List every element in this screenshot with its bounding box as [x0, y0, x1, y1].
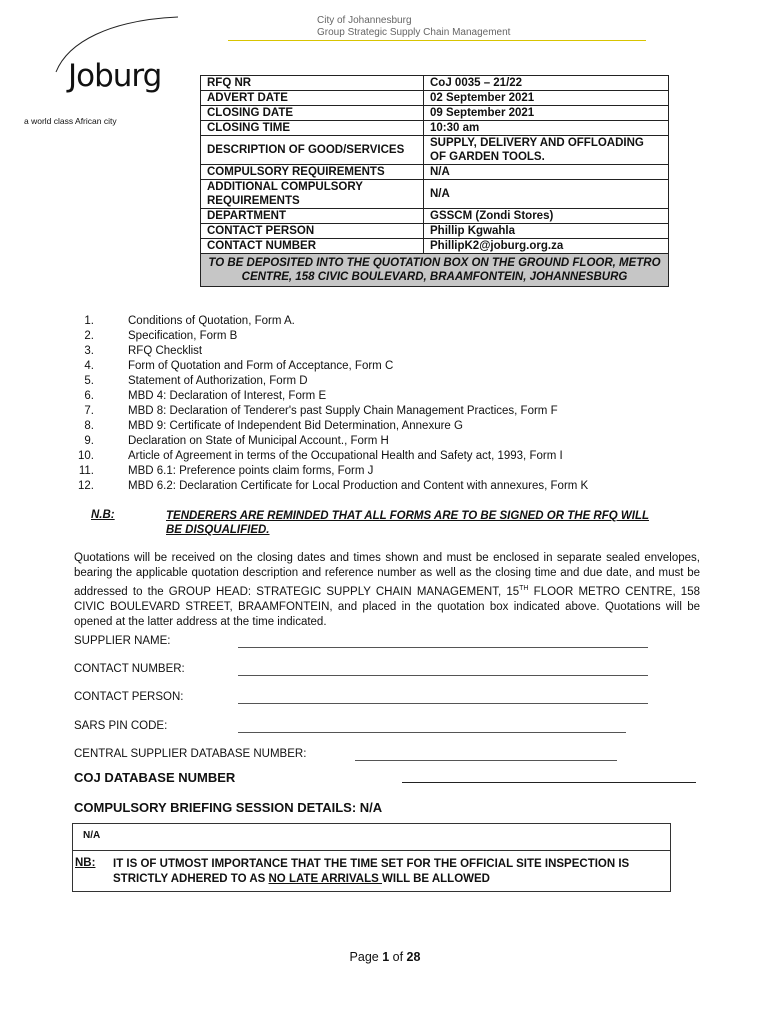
- coj-database-input[interactable]: [402, 782, 696, 783]
- logo-wordmark: Joburg: [68, 58, 162, 94]
- rfq-row-label: CLOSING TIME: [201, 121, 424, 136]
- briefing-nb-text-2: WILL BE ALLOWED: [382, 873, 490, 885]
- rfq-row: [201, 106, 669, 121]
- briefing-nb-label: NB:: [75, 857, 96, 869]
- list-item-number: 1.: [84, 315, 94, 327]
- paragraph-part1: Quotations will be received on the closing dates and times shown and must be enclosed in separate sealed envelopes, bearing the applicable quotation description and reference number as well as the closing time and due date, and must be addressed to the GROUP HEAD: STRATEGIC SUPPLY CHAIN MANAGEMENT, 15: [74, 552, 700, 598]
- rfq-row: [201, 209, 669, 224]
- rfq-row-label: CONTACT PERSON: [201, 224, 424, 239]
- list-item-text: Conditions of Quotation, Form A.: [128, 315, 295, 327]
- briefing-nb-text-1: IT IS OF UTMOST IMPORTANCE THAT THE TIME SET FOR THE OFFICIAL SITE INSPECTION IS STRICTLY ADHERED TO AS: [113, 858, 630, 885]
- list-item-text: Specification, Form B: [128, 330, 238, 342]
- contact-number-input[interactable]: [238, 675, 648, 676]
- rfq-row: [201, 136, 669, 165]
- rfq-row: [201, 76, 669, 91]
- rfq-row-value: CoJ 0035 – 21/22: [424, 76, 669, 91]
- footer-total-pages: 28: [406, 950, 421, 964]
- list-item-text: Article of Agreement in terms of the Occupational Health and Safety act, 1993, Form I: [128, 450, 563, 462]
- page-footer: [0, 950, 770, 964]
- deposit-note: TO BE DEPOSITED INTO THE QUOTATION BOX ON THE GROUND FLOOR, METRO CENTRE, 158 CIVIC BOULEVARD, BRAAMFONTEIN, JOHANNESBURG: [201, 254, 669, 287]
- list-item-number: 7.: [84, 405, 94, 417]
- rfq-row-value: N/A: [424, 180, 669, 209]
- list-item-number: 10.: [78, 450, 94, 462]
- rfq-row-value: GSSCM (Zondi Stores): [424, 209, 669, 224]
- rfq-row-label: ADVERT DATE: [201, 91, 424, 106]
- rfq-row-value: SUPPLY, DELIVERY AND OFFLOADING OF GARDEN TOOLS.: [424, 136, 669, 165]
- list-item-text: MBD 9: Certificate of Independent Bid Determination, Annexure G: [128, 420, 463, 432]
- org-name: City of Johannesburg: [317, 15, 412, 26]
- rfq-deposit-row: [201, 254, 669, 287]
- instructions-paragraph: [74, 551, 700, 630]
- list-item-number: 5.: [84, 375, 94, 387]
- rfq-row-label: RFQ NR: [201, 76, 424, 91]
- rfq-row-label: CLOSING DATE: [201, 106, 424, 121]
- nb-text: TENDERERS ARE REMINDED THAT ALL FORMS ARE TO BE SIGNED OR THE RFQ WILL BE DISQUALIFIED.: [166, 510, 650, 536]
- rfq-row-label: DEPARTMENT: [201, 209, 424, 224]
- contact-person-label: CONTACT PERSON:: [74, 691, 184, 703]
- footer-current-page: 1: [382, 950, 390, 964]
- coj-database-label: COJ DATABASE NUMBER: [74, 770, 236, 785]
- header-rule: [228, 40, 646, 41]
- joburg-logo: [24, 14, 190, 126]
- rfq-row-value: 02 September 2021: [424, 91, 669, 106]
- rfq-row-value: N/A: [424, 165, 669, 180]
- briefing-heading: COMPULSORY BRIEFING SESSION DETAILS: N/A: [74, 800, 383, 815]
- contact-number-label: CONTACT NUMBER:: [74, 663, 185, 675]
- rfq-row-label: DESCRIPTION OF GOOD/SERVICES: [201, 136, 424, 165]
- list-item-text: MBD 6.1: Preference points claim forms, Form J: [128, 465, 374, 477]
- list-item-number: 12.: [78, 480, 94, 492]
- list-item-number: 3.: [84, 345, 94, 357]
- briefing-na: N/A: [83, 830, 101, 841]
- org-department: Group Strategic Supply Chain Management: [317, 27, 511, 38]
- rfq-row: [201, 224, 669, 239]
- briefing-nb-text-underlined: NO LATE ARRIVALS: [268, 873, 383, 885]
- briefing-divider: [73, 850, 670, 851]
- supplier-name-label: SUPPLIER NAME:: [74, 635, 171, 647]
- rfq-row: [201, 165, 669, 180]
- rfq-info-table: [200, 75, 669, 287]
- list-item-number: 4.: [84, 360, 94, 372]
- rfq-row-value: Phillip Kgwahla: [424, 224, 669, 239]
- list-item-number: 11.: [78, 465, 94, 477]
- rfq-row-value: 09 September 2021: [424, 106, 669, 121]
- paragraph-part2: FLOOR METRO CENTRE, 158 CIVIC BOULEVARD STREET, BRAAMFONTEIN, and placed in the quotation box indicated above. Quotations will be opened at the latter address at the time indicated.: [74, 585, 700, 628]
- supplier-name-input[interactable]: [238, 647, 648, 648]
- list-item-text: MBD 6.2: Declaration Certificate for Local Production and Content with annexures, Form K: [128, 480, 589, 492]
- sars-pin-input[interactable]: [238, 732, 626, 733]
- contact-person-input[interactable]: [238, 703, 648, 704]
- list-item-number: 2.: [84, 330, 94, 342]
- list-item-text: Statement of Authorization, Form D: [128, 375, 308, 387]
- rfq-row-label: COMPULSORY REQUIREMENTS: [201, 165, 424, 180]
- sars-pin-label: SARS PIN CODE:: [74, 720, 168, 732]
- footer-middle: of: [389, 950, 407, 964]
- list-item-text: MBD 8: Declaration of Tenderer's past Supply Chain Management Practices, Form F: [128, 405, 558, 417]
- list-item-text: Form of Quotation and Form of Acceptance, Form C: [128, 360, 394, 372]
- briefing-box: [72, 823, 671, 892]
- footer-prefix: Page: [349, 950, 383, 964]
- rfq-row: [201, 121, 669, 136]
- list-item-number: 6.: [84, 390, 94, 402]
- rfq-row-label: ADDITIONAL COMPULSORY REQUIREMENTS: [201, 180, 424, 209]
- rfq-row: [201, 239, 669, 254]
- rfq-row: [201, 180, 669, 209]
- list-item-number: 9.: [84, 435, 94, 447]
- csd-number-label: CENTRAL SUPPLIER DATABASE NUMBER:: [74, 748, 307, 760]
- nb-label: N.B:: [91, 509, 115, 521]
- briefing-nb-text: [113, 857, 663, 887]
- list-item-text: Declaration on State of Municipal Account., Form H: [128, 435, 389, 447]
- paragraph-superscript: TH: [519, 585, 529, 592]
- rfq-row-value: 10:30 am: [424, 121, 669, 136]
- csd-number-input[interactable]: [355, 760, 617, 761]
- list-item-text: MBD 4: Declaration of Interest, Form E: [128, 390, 327, 402]
- logo-tagline: a world class African city: [24, 116, 117, 126]
- list-item-number: 8.: [84, 420, 94, 432]
- rfq-row-label: CONTACT NUMBER: [201, 239, 424, 254]
- list-item-text: RFQ Checklist: [128, 345, 203, 357]
- rfq-row: [201, 91, 669, 106]
- rfq-row-value: PhillipK2@joburg.org.za: [424, 239, 669, 254]
